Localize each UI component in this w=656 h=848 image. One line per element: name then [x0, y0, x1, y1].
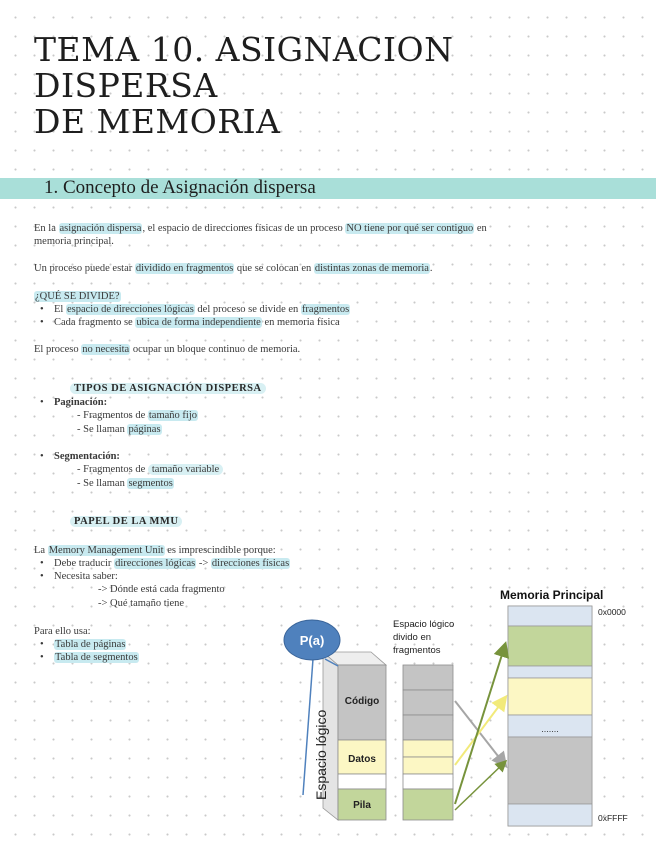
text-run: En la — [34, 223, 59, 234]
logical-space-box — [323, 652, 386, 820]
highlight-term: asignación dispersa — [59, 223, 142, 234]
text-run: Un proceso puede estar — [34, 263, 135, 274]
text-run: . — [429, 263, 433, 274]
memory-ellipsis: ....... — [541, 724, 559, 734]
title-line-2: DE MEMORIA — [34, 102, 281, 141]
detail-line: - Se llaman páginas — [77, 423, 161, 435]
arrow-green-2 — [455, 762, 505, 810]
paragraph-3: El proceso no necesita ocupar un bloque continuo de memoria. — [34, 344, 301, 355]
memoria-principal-title: Memoria Principal — [500, 588, 604, 602]
list-item: • Segmentación: — [34, 450, 120, 463]
highlight-term: dividido en fragmentos — [135, 263, 234, 274]
arrow-green-1 — [455, 645, 505, 804]
list-item: • Tabla de segmentos — [34, 651, 139, 664]
detail-line: - Se llaman segmentos — [77, 477, 173, 489]
empty-segment — [338, 774, 386, 789]
codigo-label: Código — [344, 696, 380, 707]
espacio-logico-label: Espacio lógico — [313, 709, 329, 800]
text-run: en — [474, 223, 487, 234]
main-memory-column — [508, 606, 592, 826]
fragments-column — [403, 665, 453, 820]
title-line-1: TEMA 10. ASIGNACION DISPERSA — [34, 30, 454, 105]
list-item: • Debe traducir direcciones lógicas -> direcciones físicas — [34, 557, 290, 570]
list-item: • Paginación: — [34, 396, 107, 409]
highlight-term: ¿QUÉ SE DIVIDE? — [35, 291, 120, 302]
datos-label: Datos — [348, 754, 376, 765]
section-number: 1. — [44, 177, 59, 198]
section-title-text: Concepto de Asignación dispersa — [63, 177, 316, 198]
frag-caption-2: divido en — [393, 632, 432, 643]
detail-line: -> Qué tamaño tiene — [98, 597, 185, 609]
highlight-term: NO tiene por qué ser contiguo — [346, 223, 474, 234]
mmu-heading: PAPEL DE LA MMU — [70, 516, 182, 527]
detail-line: -> Dónde está cada fragmento — [98, 584, 225, 595]
addr-end-label: 0xFFFF — [598, 813, 628, 823]
mmu-intro: La Memory Management Unit es imprescindible porque: — [34, 545, 276, 556]
para-ello-usa: Para ello usa: — [34, 626, 91, 637]
list-item: • Tabla de páginas — [34, 638, 139, 651]
text-run: que se colocan en — [234, 263, 314, 274]
process-left-line — [303, 659, 313, 795]
process-label: P(a) — [299, 633, 325, 648]
pila-label: Pila — [353, 800, 371, 811]
text-run: memoria principal. — [34, 236, 114, 247]
frag-caption-3: fragmentos — [393, 645, 441, 656]
frag-caption-1: Espacio lógico — [393, 619, 455, 630]
highlight-term: distintas zonas de memoria — [314, 263, 429, 274]
list-item: • El espacio de direcciones lógicas del proceso se divide en fragmentos — [34, 303, 350, 316]
list-item: • Cada fragmento se ubica de forma independiente en memoria física — [34, 316, 350, 329]
addr-start-label: 0x0000 — [598, 607, 626, 617]
text-run: , el espacio de direcciones físicas de un proceso — [142, 223, 346, 234]
tipos-heading: TIPOS DE ASIGNACIÓN DISPERSA — [70, 383, 266, 394]
list-item: • Necesita saber: — [34, 570, 290, 583]
detail-line: - Fragmentos de tamaño variable — [77, 463, 223, 477]
detail-line: - Fragmentos de tamaño fijo — [77, 410, 197, 421]
